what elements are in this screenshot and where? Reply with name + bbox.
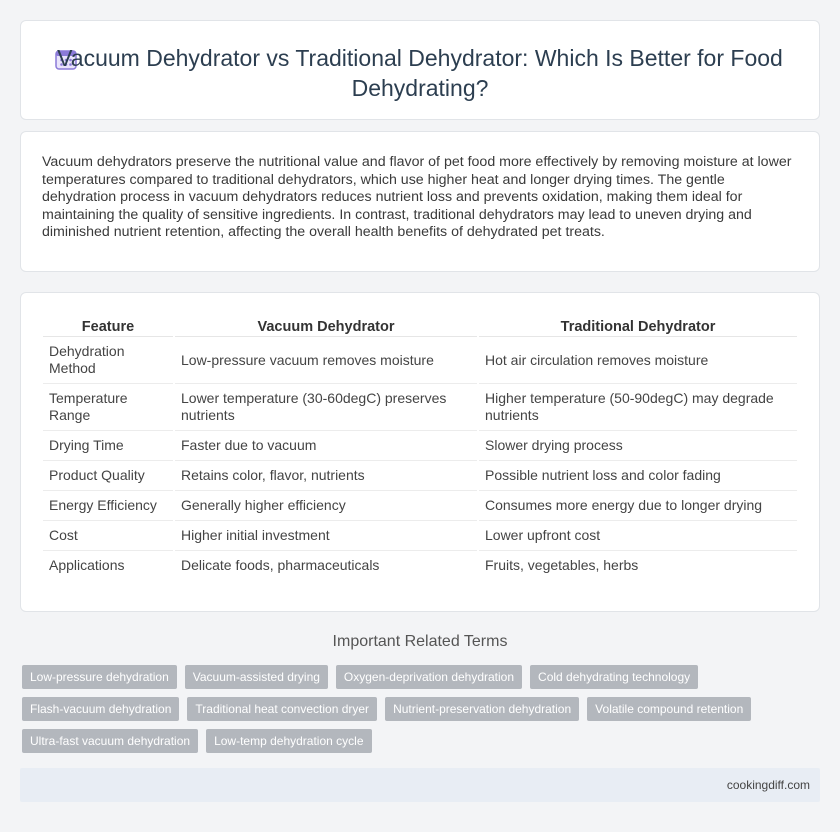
vacuum-cell: Faster due to vacuum — [175, 431, 477, 461]
comparison-table — [41, 317, 799, 580]
traditional-cell: Fruits, vegetables, herbs — [485, 557, 639, 573]
related-term-tag[interactable]: Cold dehydrating technology — [530, 665, 698, 689]
table-row — [43, 551, 797, 580]
related-terms-heading: Important Related Terms — [332, 633, 508, 650]
feature-cell: Drying Time — [43, 431, 173, 461]
table-row — [43, 431, 797, 461]
intro-card — [20, 131, 820, 272]
traditional-cell: Possible nutrient loss and color fading — [479, 461, 797, 491]
related-term-tag[interactable]: Ultra-fast vacuum dehydration — [22, 729, 198, 753]
page-title: Vacuum Dehydrator vs Traditional Dehydrator: Which Is Better for Food Dehydrating? — [57, 45, 783, 101]
related-term-tag[interactable]: Flash-vacuum dehydration — [22, 697, 179, 721]
vacuum-cell: Low-pressure vacuum removes moisture — [175, 337, 477, 384]
related-term-tag[interactable]: Low-temp dehydration cycle — [206, 729, 371, 753]
title-card — [20, 20, 820, 120]
feature-cell: Product Quality — [43, 461, 173, 491]
traditional-cell: Higher temperature (50-90degC) may degrade nutrients — [479, 384, 797, 431]
feature-cell: Dehydration Method — [43, 337, 173, 384]
related-term-tag[interactable]: Nutrient-preservation dehydration — [385, 697, 579, 721]
header-feature: Feature — [43, 317, 173, 337]
vacuum-cell: Lower temperature (30-60degC) preserves nutrients — [175, 384, 477, 431]
feature-cell: Energy Efficiency — [43, 491, 173, 521]
related-term-tag[interactable]: Vacuum-assisted drying — [185, 665, 328, 689]
feature-cell: Applications — [49, 557, 125, 573]
traditional-cell: Slower drying process — [479, 431, 797, 461]
intro-paragraph: Vacuum dehydrators preserve the nutritional value and flavor of pet food more effectively by removing moisture at lower temperatures compared to traditional dehydrators, which use higher heat and longer drying times. The gentle dehydration process in vacuum dehydrators reduces nutrient loss and prevents oxidation, making them ideal for maintaining the quality of sensitive ingredients. In contrast, traditional dehydrators may lead to uneven drying and diminished nutrient retention, affecting the overall health benefits of dehydrated pet treats. — [42, 154, 792, 241]
related-term-tag[interactable]: Traditional heat convection dryer — [187, 697, 377, 721]
traditional-cell: Hot air circulation removes moisture — [479, 337, 797, 384]
related-term-tag[interactable]: Oxygen-deprivation dehydration — [336, 665, 522, 689]
table-row — [43, 491, 797, 521]
traditional-cell: Consumes more energy due to longer drying — [479, 491, 797, 521]
table-header-row — [43, 317, 797, 337]
vacuum-cell: Delicate foods, pharmaceuticals — [181, 557, 380, 573]
table-row — [43, 461, 797, 491]
feature-cell: Cost — [43, 521, 173, 551]
table-row — [43, 337, 797, 384]
feature-cell: Temperature Range — [43, 384, 173, 431]
related-terms-list — [22, 665, 782, 753]
vacuum-cell: Generally higher efficiency — [175, 491, 477, 521]
footer — [20, 768, 820, 802]
header-vacuum: Vacuum Dehydrator — [175, 317, 477, 337]
vacuum-cell: Retains color, flavor, nutrients — [175, 461, 477, 491]
footer-site-link[interactable]: cookingdiff.com — [726, 778, 810, 792]
comparison-card — [20, 292, 820, 612]
related-term-tag[interactable]: Low-pressure dehydration — [22, 665, 177, 689]
related-term-tag[interactable]: Volatile compound retention — [587, 697, 751, 721]
traditional-cell: Lower upfront cost — [479, 521, 797, 551]
table-row — [43, 384, 797, 431]
header-traditional: Traditional Dehydrator — [479, 317, 797, 337]
vacuum-cell: Higher initial investment — [175, 521, 477, 551]
table-row — [43, 521, 797, 551]
